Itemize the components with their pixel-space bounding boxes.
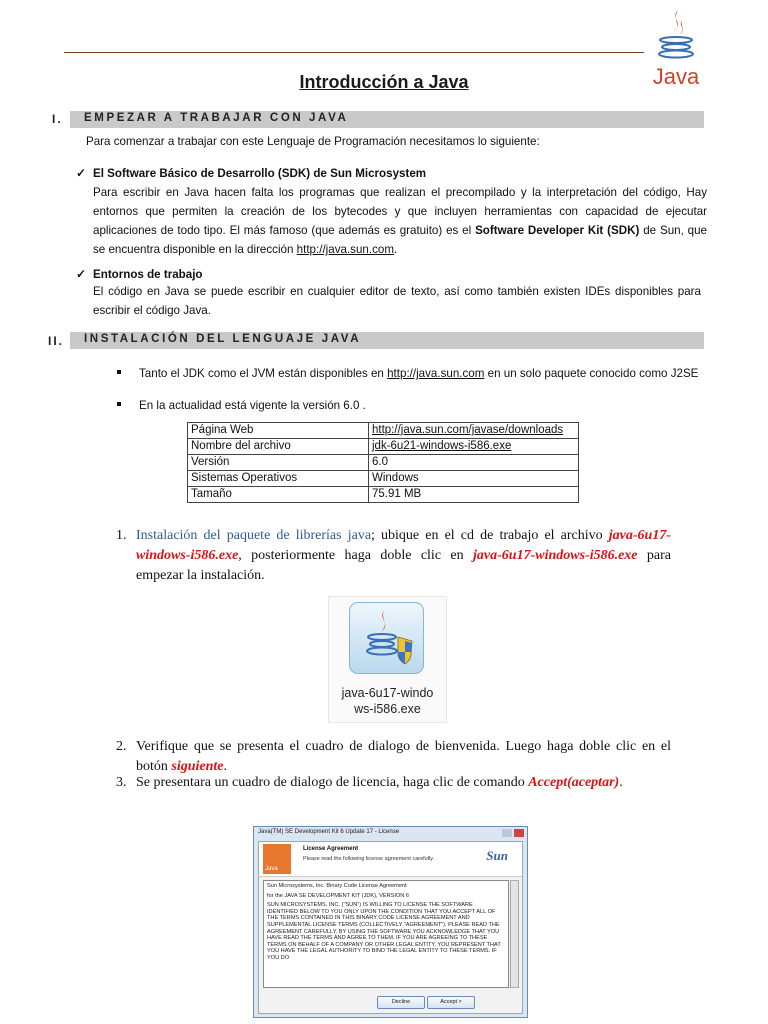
- java-installer-icon: [349, 602, 424, 674]
- dialog-title: Java(TM) SE Development Kit 6 Update 17 - License: [258, 829, 400, 835]
- item-description: El código en Java se puede escribir en cualquier editor de texto, así como también existen IDEs disponibles para escribir el código Java.: [93, 285, 701, 317]
- step-number: 3.: [116, 775, 127, 790]
- bullet-text: Tanto el JDK como el JVM están disponibles en http://java.sun.com en un solo paquete conocido como J2SE: [139, 367, 699, 380]
- java-logo: [648, 6, 704, 98]
- item-description: Para escribir en Java hacen falta los programas que realizan el precompilado y la interpretación del código, Hay entornos que permiten la creación de los bytecodes y que incluyen herramientas con capacidad de ejecutar aplicaciones de todo tipo. El más famoso (que además es gratuito) es el Software Developer Kit (SDK) de Sun, que se encuentra disponible en la dirección http://java.sun.com.: [93, 186, 708, 256]
- dialog-header: [259, 842, 522, 877]
- table-row: Sistemas Operativos Windows: [188, 471, 579, 487]
- section-header-bar: [70, 332, 704, 349]
- table-row: Tamaño 75.91 MB: [188, 487, 579, 503]
- java-badge-icon: Java: [263, 844, 291, 874]
- section-number: II.: [48, 334, 65, 348]
- steam-icon: [674, 10, 678, 32]
- item-title: Entornos de trabajo: [93, 268, 203, 281]
- java-sun-link[interactable]: http://java.sun.com: [296, 243, 394, 256]
- window-controls: [500, 829, 524, 839]
- header-rule: [64, 52, 644, 53]
- table-row: Nombre del archivo jdk-6u21-windows-i586.exe: [188, 439, 579, 455]
- close-icon[interactable]: [514, 829, 524, 837]
- dialog-panel: [258, 841, 523, 1014]
- download-link[interactable]: http://java.sun.com/javase/downloads: [369, 423, 579, 439]
- scrollbar[interactable]: [510, 880, 519, 988]
- accept-button[interactable]: Accept >: [427, 996, 475, 1009]
- bullet-text: En la actualidad está vigente la versión 6.0 .: [139, 399, 366, 412]
- section-heading: INSTALACIÓN DEL LENGUAJE JAVA: [84, 333, 362, 345]
- table-row: Página Web http://java.sun.com/javase/downloads: [188, 423, 579, 439]
- download-info-table: [187, 422, 579, 503]
- bullet-icon: [117, 402, 121, 406]
- item-title: El Software Básico de Desarrollo (SDK) de Sun Microsystem: [93, 167, 427, 180]
- decline-button[interactable]: Decline: [377, 996, 425, 1009]
- section-header-bar: [70, 111, 704, 128]
- check-icon: ✓: [76, 267, 87, 281]
- step-text: Se presentara un cuadro de dialogo de licencia, haga clic de comando Accept(aceptar).: [136, 775, 623, 790]
- icon-caption: ws-i586.exe: [354, 702, 421, 716]
- section-heading: EMPEZAR A TRABAJAR CON JAVA: [84, 112, 349, 124]
- dialog-heading: License Agreement: [303, 846, 359, 852]
- section-number: I.: [52, 112, 63, 126]
- table-row: Versión 6.0: [188, 455, 579, 471]
- check-icon: ✓: [76, 166, 87, 180]
- minimize-icon[interactable]: [502, 829, 512, 837]
- license-text[interactable]: Sun Microsystems, Inc. Binary Code License Agreement for the JAVA SE DEVELOPMENT KIT (JDK), VERSION 6 SUN MICROSYSTEMS, INC. ("SUN") IS WILLING TO LICENSE THE SOFTWARE IDENTIFIED BELOW TO YOU ONLY UPON THE CONDITION THAT YOU ACCEPT ALL OF THE TERMS CONTAINED IN THIS BINARY CODE LICENSE AGREEMENT AND SUPPLEMENTAL LICENSE TERMS (COLLECTIVELY "AGREEMENT"). PLEASE READ THE AGREEMENT CAREFULLY. BY USING THE SOFTWARE YOU ACKNOWLEDGE THAT YOU HAVE READ THE TERMS AND AGREE TO THEM. IF YOU ARE AGREEING TO THESE TERMS ON BEHALF OF A COMPANY OR OTHER LEGAL ENTITY, YOU REPRESENT THAT YOU HAVE THE LEGAL AUTHORITY TO BIND THE LEGAL ENTITY TO THESE TERMS. IF YOU DO: [263, 880, 509, 988]
- step-text: Verifique que se presenta el cuadro de dialogo de bienvenida. Luego haga doble clic en el botón siguiente.: [136, 739, 671, 774]
- file-link[interactable]: jdk-6u21-windows-i586.exe: [369, 439, 579, 455]
- java-logo-text: Java: [652, 64, 700, 89]
- java-sun-link[interactable]: http://java.sun.com: [387, 367, 485, 380]
- dialog-subheading: Please read the following license agreement carefully.: [303, 856, 435, 862]
- bullet-icon: [117, 370, 121, 374]
- installer-file-icon[interactable]: [328, 596, 447, 723]
- step-number: 1.: [116, 528, 127, 543]
- page-title: Introducción a Java: [299, 72, 469, 92]
- icon-caption: java-6u17-windo: [341, 686, 434, 700]
- intro-text: Para comenzar a trabajar con este Lenguaje de Programación necesitamos lo siguiente:: [86, 135, 540, 148]
- step-number: 2.: [116, 739, 127, 754]
- sun-logo: Sun: [486, 848, 508, 863]
- license-dialog: [253, 826, 528, 1018]
- step-text: Instalación del paquete de librerías java; ubique en el cd de trabajo el archivo java-6u17-windows-i586.exe, posteriormente haga doble clic en java-6u17-windows-i586.exe para empezar la instalación.: [136, 528, 671, 583]
